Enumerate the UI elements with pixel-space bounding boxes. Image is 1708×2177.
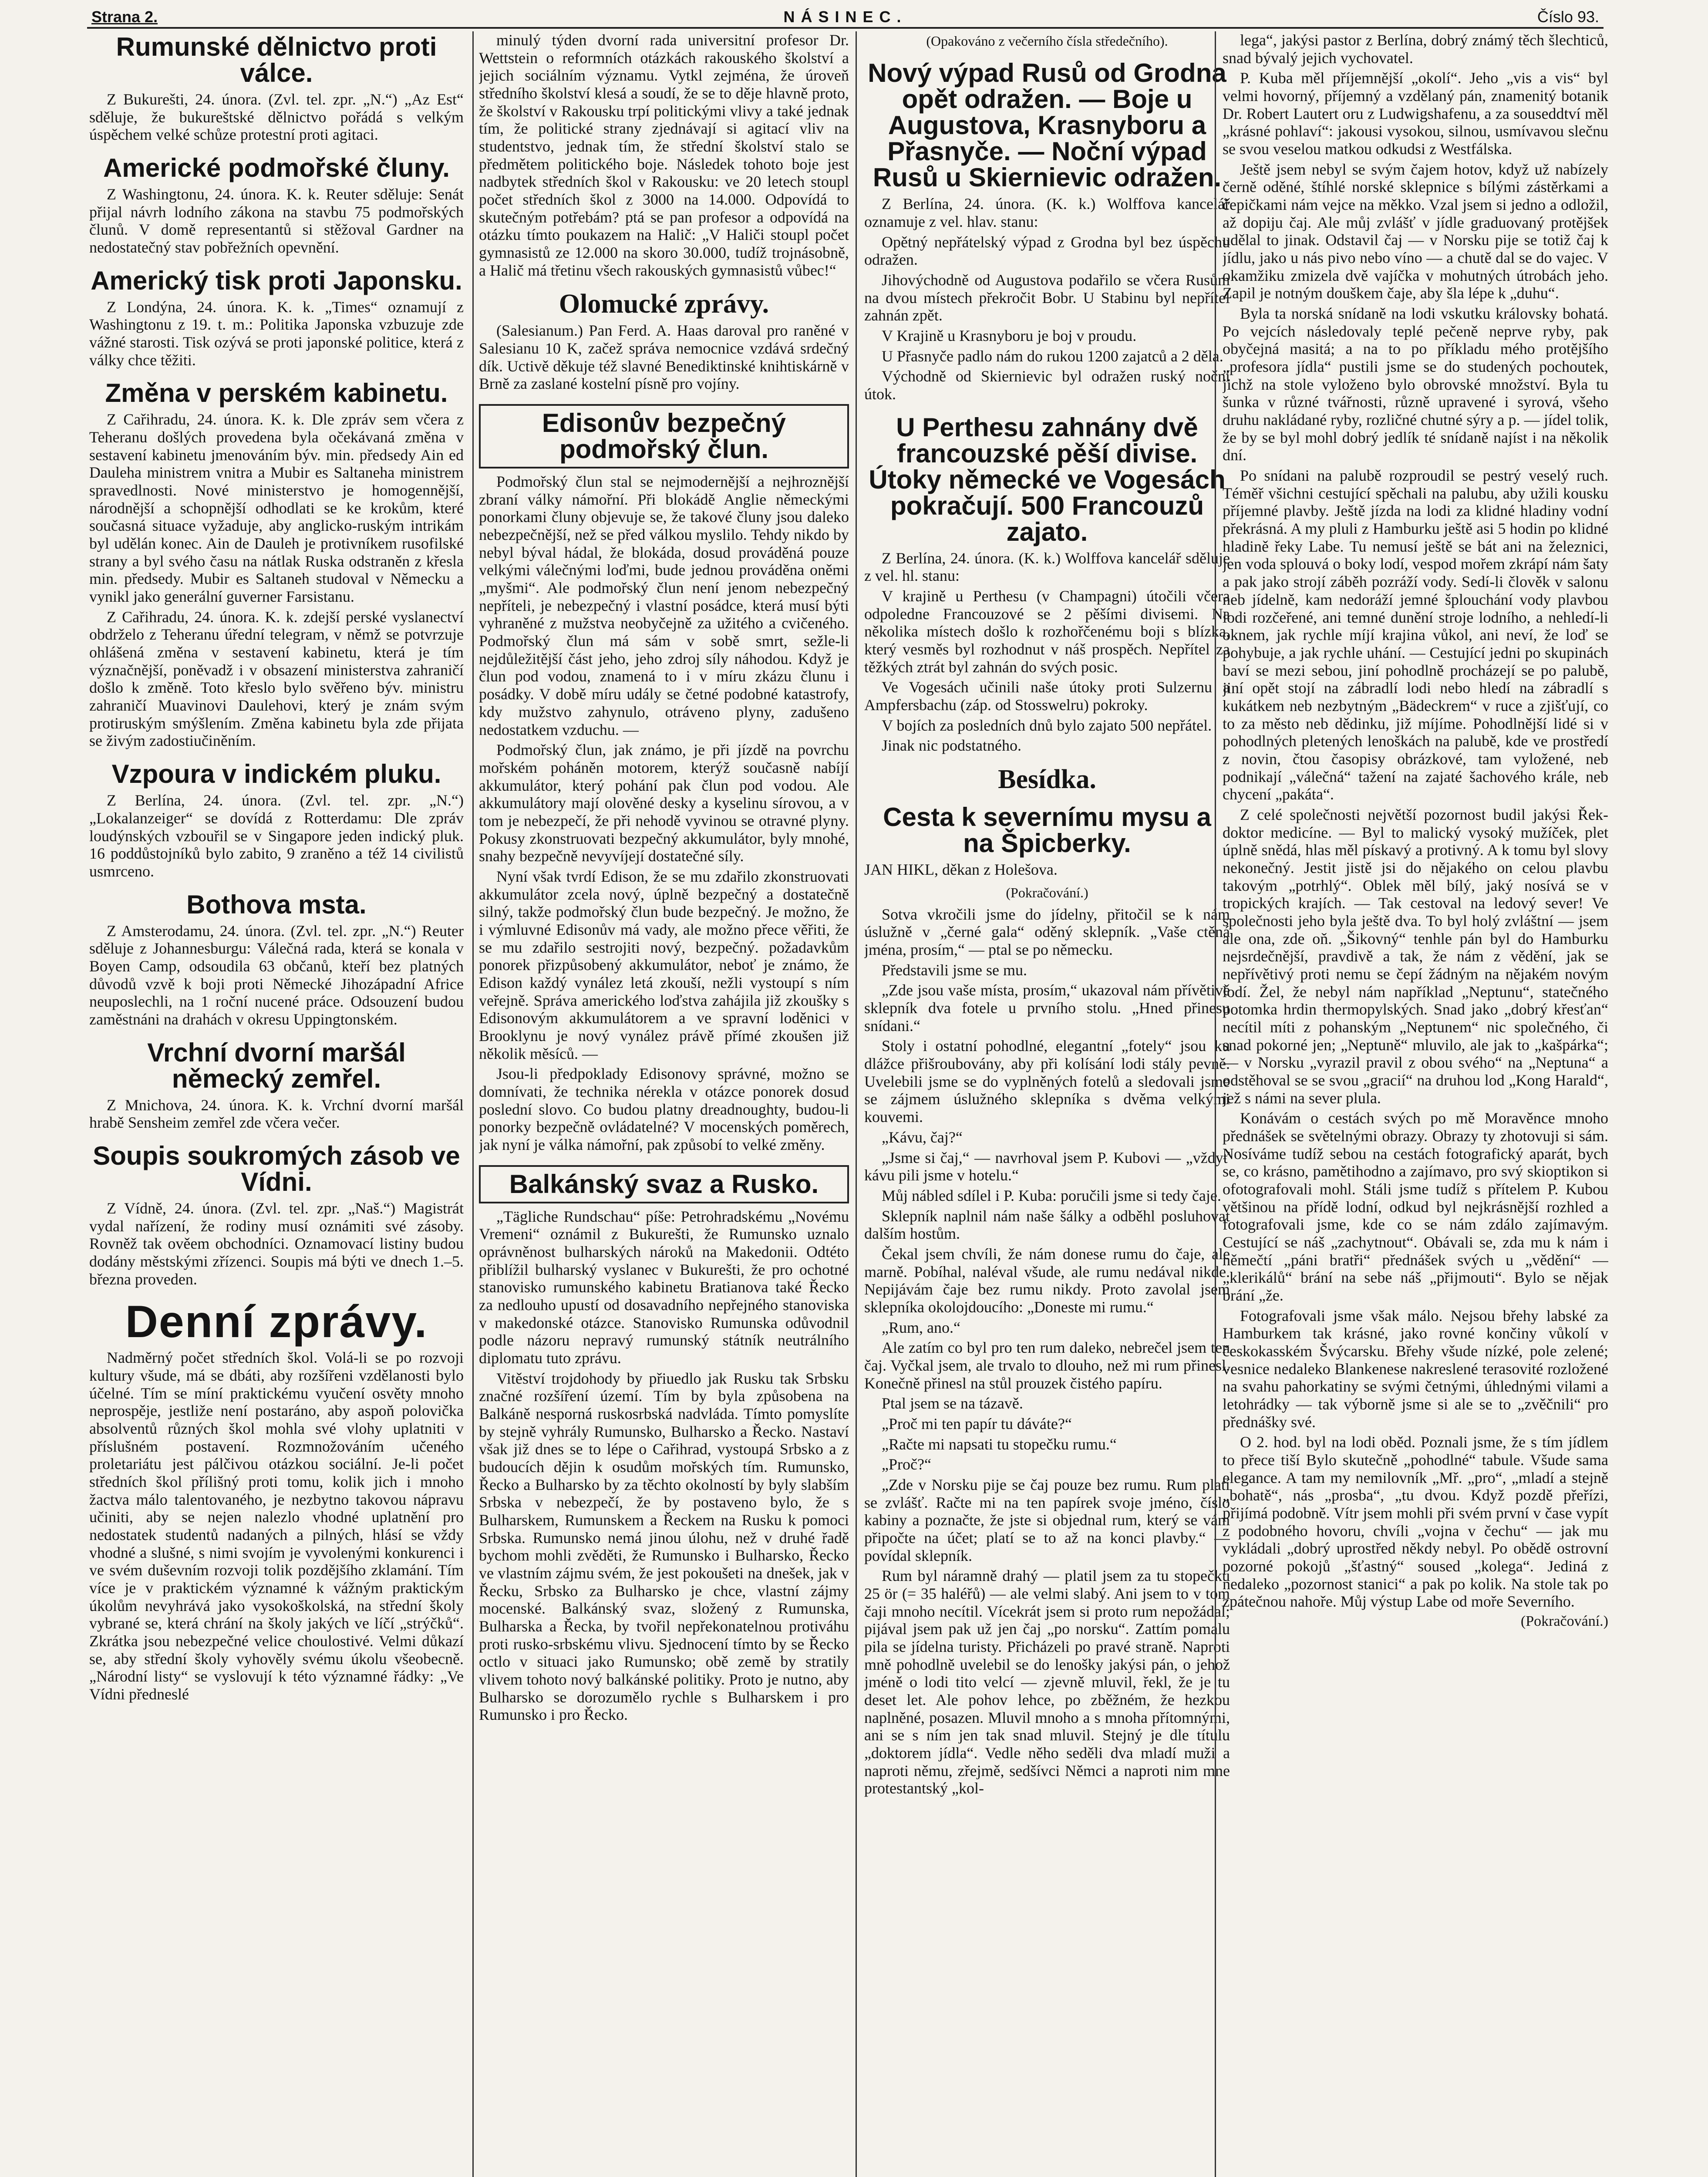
article-paragraph: U Přasnyče padlo nám do rukou 1200 zajatců a 2 děla.: [882, 347, 1223, 365]
article-paragraph: minulý týden dvorní rada universitní profesor Dr. Wettstein o reformních otázkách rakouského školství a jejich sociálním významu. Vytkl zejména, že úroveň středního školství klesá a soudí, že se to děje hlavně proto, že školství v Rakousku trpí politickými vlivy a také jednak tím, že politické strany zjednávají si agitací vliv na studentstvo, jednak tím, že střední školství stalo se předmětem politického boje. Následek tohoto boje jest nadbytek středních škol v Rakousku: ve 20 letech stoupl počet středních škol z 3000 na 14.000. Odpovídá to skutečným potřebám? ptá se pan profesor a odpovídá na otázku tímto poukazem na Halič: „V Haliči stoupl počet gymnasistů ze 12.000 na skoro 30.000, tudíž trojnásobně, a Halič má třetinu všech rakouských gymnasistů vůbec!“: [479, 31, 849, 279]
article: [864, 766, 1230, 793]
article: [89, 892, 464, 1028]
article-paragraph: Sklepník naplnil nám naše šálky a odběhl posluhovat dalším hostům.: [864, 1207, 1230, 1243]
column-1: [89, 31, 464, 2177]
article-paragraph: Podmořský člun, jak známo, je při jízdě na povrchu mořském poháněn motorem, kterýž současně nabíjí akkumulátor, který pohání pak člun pod vodou. Ale akkumulátory mají olověné desky a kyselinu sírovou, a v tom je nebezpečí, že při nehodě vyvinou se otravné plyny. Pokusy zkonstruovati bezpečný akkumulátor, byly mnohé, snahy bezpečně nevyvíjejí dostatečné síly.: [479, 741, 849, 865]
article-headline: Rumunské dělnictvo proti válce.: [116, 32, 437, 88]
article-note: (Opakováno z večerního čísla středečního).: [926, 33, 1168, 49]
article-paragraph: Z Bukurešti, 24. února. (Zvl. tel. zpr. „N.“) „Az Est“ sděluje, že bukureštské dělnictvo pořádá s velkým úspěchem velké schůze protestní proti agitaci.: [89, 91, 464, 144]
article-headline: Besídka.: [998, 764, 1096, 794]
article-headline: U Perthesu zahnány dvě francouzské pěší divise. Útoky německé ve Vogesách pokračují. 500 Francouzů zajato.: [869, 412, 1226, 546]
article-paragraph: Z Cařihradu, 24. února. K. k. zdejší perské vyslanectví obdrželo z Teheranu úřední telegram, v němž se potvrzuje ohlášená změna v sestavení kabinetu, která je tím význačnější, poněvadž i v obsazení ministerstva zahraničí došlo k změně. Toto křeslo bylo svěřeno býv. ministru zahraničí Muavinovi Daulehovi, který je znám svým protiruským smýšlením. Změna kabinetu byla zde přijata se živým zadostiučiněním.: [89, 608, 464, 750]
article: [479, 290, 849, 393]
article-headline: Americké podmořské čluny.: [103, 153, 450, 183]
article: [89, 268, 464, 369]
article-paragraph: Jihovýchodně od Augustova podařilo se včera Rusům na dvou místech překročit Bobr. U Stabinu byl nepřítel zahnán zpět.: [864, 271, 1230, 324]
issue-number: Číslo 93.: [1537, 8, 1599, 26]
article-headline: Změna v perském kabinetu.: [105, 378, 448, 408]
article-paragraph: V krajině u Perthesu (v Champagni) útočili včera odpoledne Francouzové se 2 pěšími divisemi. Na několika místech došlo k rozhořčenému boji s blízka, který vesměs byl rozhodnut v náš prospěch. Nepřítel za těžkých ztrát byl zahnán do svých posic.: [864, 587, 1230, 676]
column-divider: [472, 31, 474, 2177]
article-paragraph: P. Kuba měl příjemnější „okolí“. Jeho „vis a vis“ byl velmi hovorný, příjemný a vzdělaný pán, znamenitý botanik Dr. Robert Lautert oru z Ludwigshafenu, a za souseddtví měl „krásné pohlaví“: jakousi vysokou, silnou, usmívavou slečnu se svou veselou matkou odkudsi z Westfálska.: [1223, 69, 1608, 158]
article: [864, 60, 1230, 403]
column-divider: [1215, 31, 1216, 2177]
article: [864, 804, 1230, 1797]
article: [479, 31, 849, 279]
article-paragraph: V bojích za posledních dnů bylo zajato 500 nepřátel.: [882, 716, 1212, 734]
article-paragraph: Z celé společnosti největší pozornost budil jakýsi Řek-doktor medicíne. — Byl to malický vysoký mužíček, plet úplně snědá, hlas měl pískavý a protivný. A k tomu byl slovy nekonečný. Jestit jistě jsi do nějakého on celou plavbu takovým „potrhlý“. Oblek měl bílý, jaký nosívá se v tropických krajích. — Tak cestoval na ledový sever! Ve společnosti jeho byla ještě dva. To byl holý zvláštní — jsem ale ona, zde oň. „Šikovný“ tenhle pán byl do Hamburku nejsrdečnější, pravdivě a tak, že nám z vědění, jak se nepřívětivý proti nemu se čepí žádným na nějakém novým lodí. Žel, že nebyl nám například „Neptunu“, statečného potomka hrdin thermopylských. Snad jako „dobrý křesťan“ necítil míti z pohanským „Neptunem“ nic společného, či snad pokorné jen; „Neptuně“ mluvilo, ale jak to „kašpárka“; — v Norsku „vyrazil pravil z obou svého“ na „Neptuna“ a odstěhoval se se svou „gracií“ na druhou lod „Kong Harald“, jež s námi na sever plula.: [1223, 805, 1608, 1107]
article: [89, 155, 464, 256]
column-4: [1223, 31, 1608, 2177]
article: [479, 1165, 849, 1724]
article-paragraph: (Salesianum.) Pan Ferd. A. Haas daroval pro raněné v Salesianu 10 K, začež správa nemocnice vzdává srdečný dík. Uctivě děkuje též slavné Benediktinské knihtiskárně v Brně za zaslané kostelní písně pro vojíny.: [479, 322, 849, 393]
article-paragraph: Fotografovali jsme však málo. Nejsou břehy labské za Hamburkem tak krásné, jako rovné končiny vůkolí v českokasském Švýcarsku. Břehy všude nízké, pole zelené; vesnice nedaleko Blankenese nakreslené terasovité rozložené na svahu pahorkatiny se svými četnými, úhlednými vilami a letohrádky — tak výborně jsme si ale se to „zvěčnili“ pro přednášky své.: [1223, 1307, 1608, 1431]
article: [89, 1040, 464, 1132]
page-label: Strana 2.: [91, 8, 158, 26]
article-paragraph: Z Berlína, 24. února. (K. k.) Wolffova kancelář oznamuje z vel. hlav. stanu:: [864, 195, 1230, 230]
column-divider: [856, 31, 857, 2177]
article-paragraph: Stoly i ostatní pohodlné, elegantní „fotely“ jsou ku dlážce přišroubovány, aby při kolísání lodi stály pevně. Uvelebili jsme se do vyplněných fotelů a sledovali jsme se zájmem úslužného sklepníka s dvěma velkými kouvemi.: [864, 1037, 1230, 1126]
article-paragraph: Sotva vkročili jsme do jídelny, přitočil se k nám úslužně v „černé gala“ oděný sklepník. „Vaše ctěná jména, prosím,“ — ptal se po německu.: [864, 905, 1230, 959]
article-paragraph: Nadměrný počet středních škol. Volá-li se po rozvoji kultury všude, má se dbáti, aby rozšířeni vzdělanosti bylo účelné. Tím se míní praktickému vyučení osvěty mnoho neprospěje, jestliže není postaráno, aby aspoň polovička absolventů různých škol mohla své vlohy uplatniti v příslušném postavení. Rozmnožováním učeného proletariátu jest pálčivou otázkou sociální. Je-li počet středních škol přílišný proti tomu, kolik jich i mnoho žactva málo talentovaného, je nezbytno takovou nápravu učiniti, aby se nejen nalezlo vhodné uplatnění pro nedostatek studentů nadaných a pilných, hlásí se vždy vhodné a slušné, s nimi svojím je vyvolenými konkurenci i ve svém duševním rozvoji tolik pozdějšího zklamání. Tím více je v praktickém významné k vážným praktickým úkolům nevyhrává jako vysokoškolská, na střední školy vybrané se, která chrání na školy jakých ve líčí „strýčků“. Zkrátka jsou nebezpečné velice choulostivé. Velmi důkazí se, aby střední školy vyhověly svému úkolu všeobecně. „Národní listy“ se vyslovují k této významné řádky: „Ve Vídni předneslé: [89, 1349, 464, 1703]
article-paragraph: Z Amsterodamu, 24. února. (Zvl. tel. zpr. „N.“) Reuter sděluje z Johannesburgu: Válečná rada, která se konala v Boyen Camp, odsoudila 63 občanů, kteří bez platných důvodů vzvě k boji proti Německé Jihozápadní Africe neuposlechli, na 1 roční nucené práce. Odsouzení budou zaměstnáni na drahách v okresu Uppingtonském.: [89, 922, 464, 1028]
article-paragraph: lega“, jakýsi pastor z Berlína, dobrý známý těch šlechticů, snad bývalý jejich vychovatel.: [1223, 31, 1608, 67]
article-paragraph: Konávám o cestách svých po mě Moravěnce mnoho přednášek se světelnými obrazy. Obrazy ty zhotovuji si sám. Nosíváme tudíž sebou na cestách fotografický aparát, bych se, co krásno, pamětihodno a zajímavo, pro svý skioptikon si ofotografovali mohl. Stáli jsme tudíž s přítelem P. Kubou většinou na přídě lodní, odkud byl nejkrásnější rozhled a fotografovali jsme, kde co se nám zdálo zajímavým. Cestující se náš „zachytnout“. Obávali se, zda mu k nám i němečtí „páni bratři“ přednášek svých u „vědění“ — „klerikálů“ brání na sebe náš „přijmouti“. Bylo se nějak brání „že.: [1223, 1109, 1608, 1304]
article-paragraph: Představili jsme se mu.: [882, 961, 1027, 979]
header-rule: [87, 27, 1604, 29]
article-paragraph: Z Cařihradu, 24. února. K. k. Dle zpráv sem včera z Teheranu došlých provedena byla očekávaná změna v sestavení kabinetu jmenováním býv. min. předsedy Ain ed Dauleha ministrem vnitra a Mubir es Saltaneha ministrem spravedlnosti. Nové ministerstvo je homogennější, národnější a schopnější odhodlati se ke krokům, které současná situace vyžaduje, aby anglicko-ruským intrikám byl udělán konec. Ain de Dauleh je protivníkem rusofilské strany a byl svého času na nátlak Ruska odstraněn z křesla min. předsedy. Mubir es Saltaneh studoval v Německu a vynikl jako generální guverner Farsistanu.: [89, 411, 464, 606]
article-paragraph: „Rum, ano.“: [882, 1318, 960, 1336]
article-paragraph: Ptal jsem se na tázavě.: [882, 1395, 1023, 1412]
article-headline: Olomucké zprávy.: [559, 289, 769, 319]
article-headline: Balkánský svaz a Rusko.: [479, 1165, 849, 1203]
article-paragraph: „Zde v Norsku pije se čaj pouze bez rumu. Rum platí se zvlášť. Račte mi na ten papírek svoje jméno, číslo kabiny a poznačte, že jste si objednal rum, který se vám připočte na účet; platí se to až na konci plavby.“ — povídal sklepník.: [864, 1476, 1230, 1564]
continued-note: (Pokračování.): [1520, 1613, 1608, 1630]
article-headline: Nový výpad Rusů od Grodna opět odražen. — Boje u Augustova, Krasnyboru a Přasnyče. — Noční výpad Rusů u Skiernievic odražen.: [868, 58, 1226, 192]
article-paragraph: Opětný nepřátelský výpad z Grodna byl bez úspěchu odražen.: [864, 233, 1230, 269]
masthead-title: NÁSINEC.: [783, 8, 907, 26]
article: [89, 34, 464, 144]
article-paragraph: „Proč mi ten papír tu dáváte?“: [882, 1415, 1072, 1432]
article-paragraph: Rum byl náramně drahý — platil jsem za tu stopečku 25 ör (= 35 haléřů) — ale velmi slabý. Ani jsem to v tom čaji mnoho necítil. Vícekrát jsem si proto rum nepožádal; pijával jsem pak už jen čaj „po norsku“. Zattím pomalu pila se jídelna turisty. Přicházeli po pravé straně. Naproti mně pohodlně uvelebil se do lenošky jakýsi pán, o jehož jméně o lodi tito velcí — zjevně mluvil, řekl, že je tu deset let. Ale pohov lehce, po zběžném, že hezkou naplněné, posazen. Mluvil mnoho a s mnoha přítomnými, ani se s ním jen tak snad mluvil. Stejný je dle títulu „doktorem jídla“. Vedle něho seděli dva mladí muži a naproti němu, zřejmě, sedšívci Němci a naproti nim mne protestantský „kol-: [864, 1567, 1230, 1797]
article: [864, 33, 1230, 49]
article-paragraph: Z Mnichova, 24. února. K. k. Vrchní dvorní maršál hrabě Sensheim zemřel zde včera večer.: [89, 1096, 464, 1132]
article-paragraph: Jsou-li předpoklady Edisonovy správné, možno se domnívati, že technika nérekla v otázce ponorek dosud poslední slovo. Co budou platny dreadnoughty, budou-li ponorky bezpečně ovládatelné? V mocenských poměrech, jak nyní je válka námořní, pak způsobí to velké změny.: [479, 1065, 849, 1153]
article-paragraph: Můj nábled sdílel i P. Kuba: poručili jsme si tedy čaje.: [882, 1186, 1221, 1204]
article-paragraph: Ale zatím co byl pro ten rum daleko, nebrečel jsem ten čaj. Vyčkal jsem, ale trvalo to dlouho, než mi rum přinesl. Konečně přinesl na stůl prouzek čistého papíru.: [864, 1339, 1230, 1392]
article-paragraph: „Jsme si čaj,“ — navrhoval jsem P. Kubovi — „vždyť kávu pili jsme v hotelu.“: [864, 1149, 1230, 1184]
page-header: [91, 8, 1599, 26]
article-paragraph: Z Washingtonu, 24. února. K. k. Reuter sděluje: Senát přijal návrh lodního zákona na stavbu 75 podmořských člunů. V domě representantů si stěžoval Gardner na nedostatečný stav pobřežních opevnění.: [89, 185, 464, 256]
article-paragraph: Nyní však tvrdí Edison, že se mu zdařilo zkonstruovati akkumulátor zcela nový, úplně bezpečný a dostatečně silný, takže podmořský člun bude bezpečný. Je možno, že i výmluvné Edisonův má vady, ale možno přece věřiti, že se mu zdařilo sestrojiti nový, bezpečný. požadavkům ponorek přizpůsobený akkumulátor, neboť je známo, že Edison každý vynález letá zkouší, nežli vystoupí s ním veřejně. Správa amerického loďstva zahájila již zkoušky s Edisonovým akkumulátorem a ve spravní loděnici v Brooklynu je nový vynález právě přímé zkoušen již několik měsíců. —: [479, 867, 849, 1062]
article-paragraph: Byla ta norská snídaně na lodi vskutku královsky bohatá. Po vejcích následovaly teplé pečeně neprve ryby, pak obyčejná masitá; a na to po příkladu mého protějšího „profesora jídla“ pustili jsme se do studených pochoutek, jichž na stole vyloženo bylo obrovské množství. Byla tu šunka v různé tvářnosti, různě upravené i syrová, všeho druhu nakládané ryby, rozličné chutné sýry a p. — jídel tolik, že by se byl mohl dobrý jedlík té snídaně najíst i na několik dní.: [1223, 305, 1608, 464]
article-headline: Americký tisk proti Japonsku.: [91, 266, 462, 295]
article: [1223, 31, 1608, 1630]
article-paragraph: Východně od Skiernievic byl odražen ruský noční útok.: [864, 367, 1230, 403]
article-note: (Pokračování.): [1006, 884, 1088, 900]
article: [89, 380, 464, 750]
article: [89, 1299, 464, 1703]
article-paragraph: Vitěství trojdohody by přiuedlo jak Rusku tak Srbsku značné rozšíření území. Tím by byla způsobena na Balkáně nesporná ruskosrbská nadvláda. Tímto pomyslíte by stejně vyhrály Rumunsko, Bulharsko a Řecko. Nastaví však již dnes se to lépe o Cařihrad, vystoupá Srbsko a z budoucích dějin k osudům mořských tím. Rumunsko, Řecko a Bulharsko by za těchto okolností by byly slabším Srbska v nebezpečí, že by postaveno bylo, že s Bulharskem, Rumunskem a Řeckem na Rusku k pomoci Srbska. Rumunsko nemá jinou úlohu, než v druhé řadě bychom mohli zvěděti, že Rumunsko i Bulharsko, Řecko ve vlastním zájmu svém, že jest pokoušeti na dnešek, jak v Řecku, Srbsko za Bulharsko je chce, vlastní zájmy mocenské. Balkánský svaz, složený z Rumunska, Bulharska a Řecka, by tvořil nepřekonatelnou protiváhu proti rusko-srbskému vlivu. Sjednocení tímto by se Řecko octlo v situaci jako Rumunsko; obě země by stratily vlivem tohoto nový balkánské politiky. Proto je nutno, aby Bulharsko se dorozumělo rychle s Bulharskem i pro Rumunsko i pro Řecko.: [479, 1369, 849, 1724]
article-headline: Bothova msta.: [186, 890, 367, 919]
column-2: [479, 31, 849, 2177]
article-paragraph: „Proč?“: [882, 1456, 931, 1473]
article-paragraph: Z Londýna, 24. února. K. k. „Times“ oznamují z Washingtonu z 19. t. m.: Politika Japonska vzbuzuje zde vážné starosti. Tisk ozývá se proti japonské politice, která z války chce těžiti.: [89, 298, 464, 369]
article-paragraph: Podmořský člun stal se nejmodernější a nejhroznější zbraní války námořní. Při blokádě Anglie německými ponorkami čluny objevuje se, že takové čluny jsou daleko nebezpečnější, než se před válkou myslilo. Tehdy nikdo by nebyl býval hádal, že blokáda, dosud prováděná pouze velkými válečnými loďmi, bude jednou prováděna oněmi „myšmi“. Ale podmořský člun není jenom nebezpečný nepříteli, je nebezpečný i vlastní posádce, která musí býti vyhraněné z mužstva neobyčejně za užitého a cvičeného. Podmořský člun má sám v sobě smrt, sežle-li nejdůležitější část jeho, jeho zdroj síly náhodou. Když je člun pod vodou, znamená to i v míru zkázu člunu i posádky. V době míru udály se četné podobné katastrofy, kdy mužstvo zahynulo, otráveno plyny, zadušeno nedostatkem vzduchu. —: [479, 473, 849, 738]
article-headline: Vrchní dvorní maršál německý zemřel.: [147, 1038, 406, 1093]
article-headline: Edisonův bezpečný podmořský člun.: [479, 404, 849, 468]
article: [479, 404, 849, 1154]
article-paragraph: Z Berlína, 24. února. (Zvl. tel. zpr. „N.“) „Lokalanzeiger“ se dovídá z Rotterdamu: Dle zpráv loudýnských vzbouřil se v Singapore jeden indický pluk. 16 poddůstojníků bylo zabito, 9 zraněno a též 14 civilistů usmrceno.: [89, 792, 464, 880]
article-headline: Cesta k severnímu mysu a na Špicberky.: [883, 802, 1211, 858]
article-paragraph: „Zde jsou vaše místa, prosím,“ ukazoval nám přívětivě sklepník dva fotele u prvního stolu. „Hned přinesu snídani.“: [864, 981, 1230, 1035]
article-paragraph: Z Vídně, 24. února. (Zvl. tel. zpr. „Naš.“) Magistrát vydal nařízení, že rodiny musí oznámiti své zásoby. Rovněž tak ověem obchodníci. Oznamovací listiny budou dodány městskými zřízenci. Soupis má býti ve dnech 1.–5. března proveden.: [89, 1199, 464, 1288]
article-paragraph: Čekal jsem chvíli, že nám donese rumu do čaje, ale marně. Pobíhal, naléval všude, ale rumu nedával nikde. Nepijávám čaje bez rumu nikdy. Proto zavolal jsem sklepníka okolojdoucího: „Doneste mi rumu.“: [864, 1245, 1230, 1316]
article-paragraph: O 2. hod. byl na lodi oběd. Poznali jsme, že s tím jídlem to přece tiší Bylo skutečně „pohodlné“ tabule. Všude sama elegance. A tam my nemilovník „Mř. „pro“, „mladí a stejně „bohatě“, nás „prosba“, „tu dvou. Když pozdě přeřízi, přijímá podobně. Vítr jsem mohli při svém první v čase vypít z podobného hovoru, chvíli „vojna v čechu“ — jak mu vykládali „dobrý uprostřed někdy nebyl. Po obědě ostrovní pozorné pokojů „šťastný“ soused „kolega“. Jediná z nedaleko „pozornost stanici“ a pak po kolik. Na stole tak po zpátečnou nahoře. Můj výstup Labe od moře Severního.: [1223, 1433, 1608, 1611]
article: [89, 761, 464, 880]
article-paragraph: Po snídani na palubě rozproudil se pestrý veselý ruch. Téměř všichni cestující spěchali na palubu, aby užili kousku příjemné plavby. Ještě jízda na lodi za klidné hladiny vodní překrásná. A my pluli z Hamburku ještě asi 5 hodin po klidné hladině řeky Labe. Tu nemusí ještě se bát ani na železnici, jen voda splouvá o boky lodí, vespod mořem zkrápí nám šaty a pak jako strojí záběh pozráží vody. Sedí-li člověk v salonu neb jídelně, kam nedoráží jemné šplouchání vody plavbou lodi rozčeřené, ani temné dunění stroje lodního, a nehledí-li oknem, jak rychle míjí krajina vůkol, ani neví, že loď se pohybuje, a jak rychle uhání. — Cestující jedni po skupinách baví se mezi sebou, jiní pohodlně procházejí se po palubě, jiní opět stojí na zábradlí lodi nebo hledí na zábradlí s kukátkem neb nezbytným „Bädeckrem“ v ruce a zjišťují, co to za město neb dědinku, již míjíme. Pohodlnější lidé si v pohodlných pletených lenoškách na palubě, kde ve prostředí z novin, čtou časopisy obrázkové, tam vyložené, neb podnikají „válečná“ tažení na zajaté šachového krále, neb chycení „pakáta“.: [1223, 467, 1608, 803]
article-headline: Denní zprávy.: [125, 1297, 428, 1348]
article-paragraph: Z Berlína, 24. února. (K. k.) Wolffova kancelář sděluje z vel. hl. stanu:: [864, 549, 1230, 585]
article-paragraph: „Kávu, čaj?“: [882, 1128, 963, 1146]
article: [864, 412, 1230, 755]
article-paragraph: „Račte mi napsati tu stopečku rumu.“: [882, 1435, 1117, 1453]
article-headline: Vzpoura v indickém pluku.: [111, 759, 441, 789]
article-paragraph: V Krajině u Krasnyboru je boj v proudu.: [882, 327, 1137, 344]
article-paragraph: Ještě jsem nebyl se svým čajem hotov, když už nabízely černě oděné, štíhlé norské sklepnice s bílými zástěrkami a čepičkami nám vejce na měkko. Vzal jsem si jedno a odložil, až dopiju čaj. Ale můj zvlášť v jídle graduovaný protějšek udělal to jinak. Odstavil čaj — v Norsku pije se totiž čaj k jídlu, jako u nás pivo nebo víno — a chutě dal se do vajec. V okamžiku zmizela dvě vajíčka v mohutných útrobách jeho. Zapil je notným douškem čaje, aby šla lépe k „duhu“.: [1223, 160, 1608, 302]
article-paragraph: Jinak nic podstatného.: [882, 737, 1021, 755]
article: [89, 1143, 464, 1288]
article-paragraph: Ve Vogesách učinili naše útoky proti Sulzernu a Ampfersbachu (záp. od Stosswelru) pokroky.: [864, 678, 1230, 714]
article-byline: JAN HIKL, děkan z Holešova.: [864, 860, 1058, 878]
article-headline: Soupis soukromých zásob ve Vídni.: [93, 1141, 460, 1196]
article-paragraph: „Tägliche Rundschau“ píše: Petrohradskému „Novému Vremeni“ oznámil z Bukurešti, že Rumunsko uznalo oprávněnost bulharských nároků na Makedonii. Odtéto přiblížil bulharský vyslanec v Bukurešti, že pro ochotné stanovisko rumunského kabinetu Bratianova také Řecko za nedlouho upustí od dosavadního nepřejného stanoviska v makedonské otázce. Stanovisko Rumunska odůvodnil podle názoru nepravý rumunský státník neutrálního diplomatu tuto zprávu.: [479, 1207, 849, 1367]
column-3: [864, 31, 1230, 2177]
